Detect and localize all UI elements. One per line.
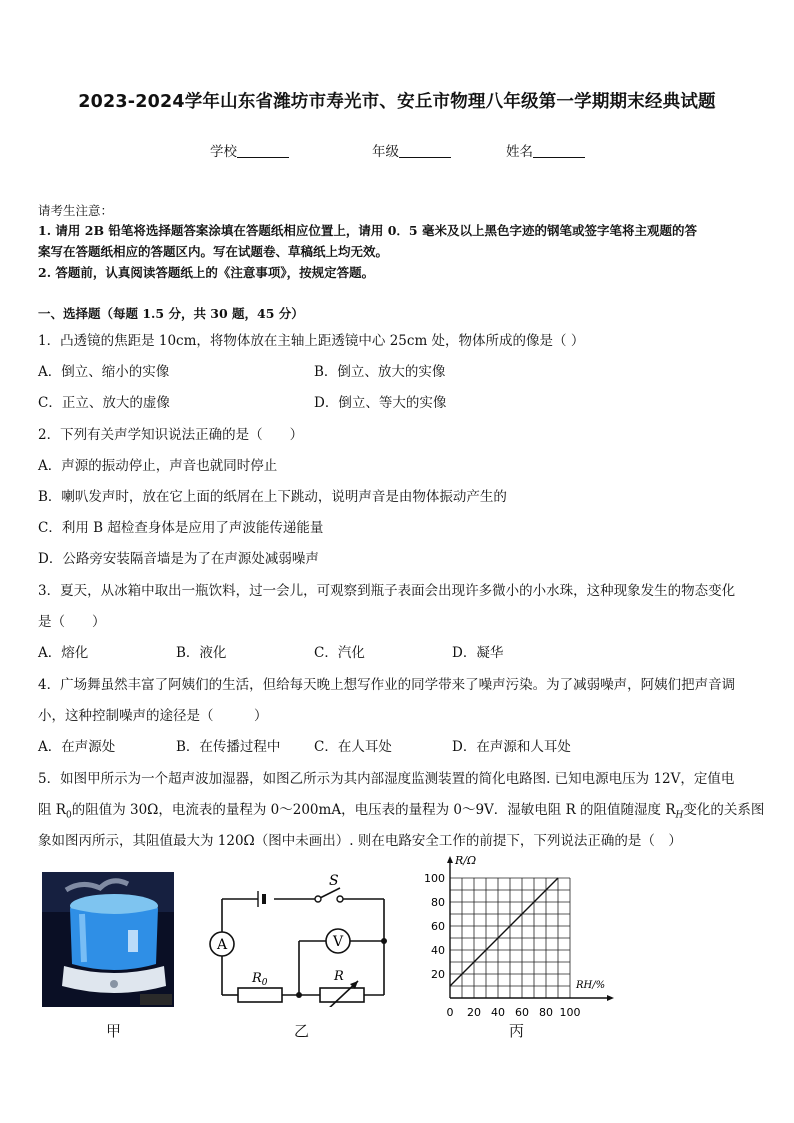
figure-jia-label: 甲 (106, 1022, 122, 1040)
x-tick-label: 0 (446, 1006, 454, 1019)
notice-line-1a: 1. 请用 2B 铅笔将选择题答案涂填在答题纸相应位置上，请用 0．5 毫米及以上黑色字迹的钢笔或签字笔将主观题的答 (38, 223, 697, 238)
q5-stem-line3: 象如图丙所示，其阻值最大为 120Ω（图中未画出）. 则在电路安全工作的前提下，下列说法正确的是（ ） (38, 833, 682, 849)
q3-option-c[interactable]: C．汽化 (314, 645, 365, 661)
x-tick-label: 40 (491, 1006, 505, 1019)
q4-stem-line1: 4．广场舞虽然丰富了阿姨们的生活，但给每天晚上想写作业的同学带来了噪声污染。为了减弱噪声，阿姨们把声音调 (38, 677, 736, 693)
grade-blank[interactable] (399, 143, 451, 158)
school-field[interactable] (210, 140, 289, 160)
x-axis-label: RH/% (576, 980, 606, 991)
q2-option-b[interactable]: B．喇叭发声时，放在它上面的纸屑在上下跳动，说明声音是由物体振动产生的 (38, 489, 507, 505)
q1-stem: 1．凸透镜的焦距是 10cm，将物体放在主轴上距透镜中心 25cm 处，物体所成的像是（ ） (38, 333, 585, 349)
grade-field[interactable] (372, 140, 451, 160)
x-tick-label: 20 (467, 1006, 481, 1019)
section-heading: 一、选择题（每题 1.5 分，共 30 题，45 分） (38, 306, 304, 321)
notice-line-1b: 案写在答题纸相应的答题区内。写在试题卷、草稿纸上均无效。 (38, 244, 389, 259)
data-line (450, 878, 558, 986)
r0-label: $R_0$ (252, 971, 268, 988)
q2-option-a[interactable]: A．声源的振动停止，声音也就同时停止 (38, 458, 278, 474)
paper-title: 2023-2024学年山东省潍坊市寿光市、安丘市物理八年级第一学期期末经典试题 (78, 92, 716, 112)
q4-option-c[interactable]: C．在人耳处 (314, 739, 392, 755)
voltmeter-label: V (332, 934, 344, 950)
r-label: R (334, 969, 344, 984)
q1-option-c[interactable]: C．正立、放大的虚像 (38, 395, 170, 411)
grade-label: 年级 (372, 144, 399, 160)
name-blank[interactable] (533, 143, 585, 158)
x-tick-label: 100 (559, 1006, 581, 1019)
q4-stem-line2: 小，这种控制噪声的途径是（ ） (38, 708, 268, 724)
q5-stem-line1: 5．如图甲所示为一个超声波加湿器，如图乙所示为其内部湿度监测装置的简化电路图. 已知电源电压为 12V，定值电 (38, 771, 735, 787)
notice-line-2: 2. 答题前，认真阅读答题纸上的《注意事项》，按规定答题。 (38, 265, 375, 280)
q3-option-b[interactable]: B．液化 (176, 645, 227, 661)
y-tick-label: 80 (431, 896, 445, 909)
circuit-diagram (200, 865, 395, 1007)
y-axis-label: R/Ω (455, 854, 477, 867)
x-tick-label: 80 (539, 1006, 553, 1019)
q1-option-a[interactable]: A．倒立、缩小的实像 (38, 364, 170, 380)
q3-option-d[interactable]: D．凝华 (452, 645, 504, 661)
x-tick-label: 60 (515, 1006, 529, 1019)
notice-heading: 请考生注意： (38, 203, 114, 218)
q3-stem-line2: 是（ ） (38, 614, 106, 630)
resistance-humidity-chart (418, 852, 618, 1024)
name-label: 姓名 (506, 144, 533, 160)
y-axis-arrow (447, 856, 453, 863)
q3-option-a[interactable]: A．熔化 (38, 645, 89, 661)
q4-option-d[interactable]: D．在声源和人耳处 (452, 739, 571, 755)
switch-label: S (329, 873, 339, 889)
y-tick-label: 100 (424, 872, 445, 885)
q4-option-a[interactable]: A．在声源处 (38, 739, 116, 755)
ammeter-label: A (216, 937, 228, 953)
y-tick-label: 20 (431, 968, 445, 981)
q2-option-c[interactable]: C．利用 B 超检查身体是应用了声波能传递能量 (38, 520, 324, 536)
humidifier-image (42, 872, 174, 1007)
y-tick-label: 40 (431, 944, 445, 957)
q5-stem-line2: 阻 $R_0$的阻值为 30Ω，电流表的量程为 0～200mA，电压表的量程为 0～9V．湿敏电阻 R 的阻值随湿度 $R_H$变化的关系图 (38, 802, 765, 821)
q1-option-d[interactable]: D．倒立、等大的实像 (314, 395, 447, 411)
school-label: 学校 (210, 144, 237, 160)
q2-option-d[interactable]: D．公路旁安装隔音墙是为了在声源处减弱噪声 (38, 551, 319, 567)
figure-yi-label: 乙 (294, 1022, 310, 1040)
q3-stem-line1: 3．夏天，从冰箱中取出一瓶饮料，过一会儿，可观察到瓶子表面会出现许多微小的小水珠，这种现象发生的物态变化 (38, 583, 736, 599)
school-blank[interactable] (237, 143, 289, 158)
name-field[interactable] (506, 140, 585, 160)
x-axis-arrow (607, 995, 614, 1001)
figure-bing-label: 丙 (509, 1022, 525, 1040)
q1-option-b[interactable]: B．倒立、放大的实像 (314, 364, 446, 380)
y-tick-label: 60 (431, 920, 445, 933)
q4-option-b[interactable]: B．在传播过程中 (176, 739, 281, 755)
q2-stem: 2．下列有关声学知识说法正确的是（ ） (38, 427, 304, 443)
